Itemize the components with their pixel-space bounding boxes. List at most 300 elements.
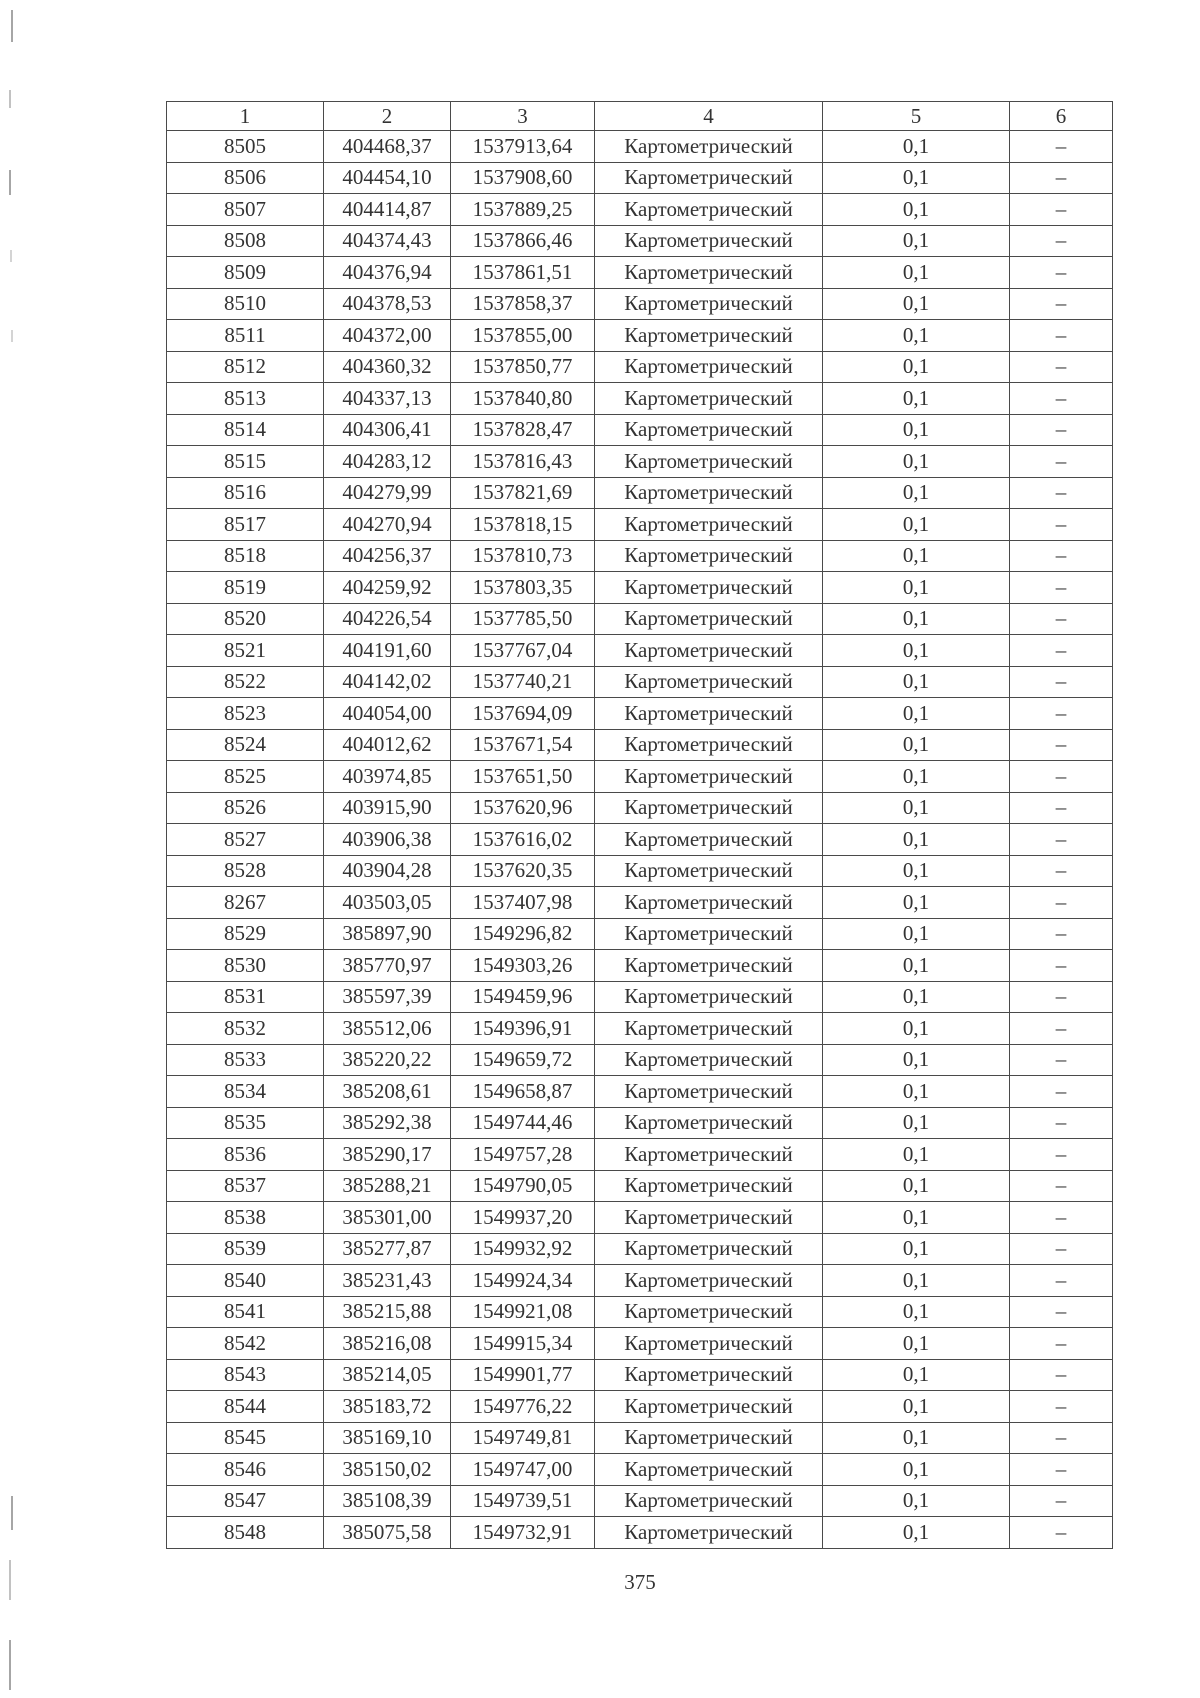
x-coordinate-cell: 404337,13 — [324, 383, 451, 415]
table-row — [167, 1454, 1113, 1486]
accuracy-cell: 0,1 — [823, 1265, 1010, 1297]
x-coordinate-cell: 385597,39 — [324, 981, 451, 1013]
method-cell: Картометрический — [595, 1265, 823, 1297]
y-coordinate-cell: 1549744,46 — [451, 1107, 595, 1139]
accuracy-cell: 0,1 — [823, 225, 1010, 257]
accuracy-cell: 0,1 — [823, 509, 1010, 541]
y-coordinate-cell: 1549921,08 — [451, 1296, 595, 1328]
x-coordinate-cell: 404259,92 — [324, 572, 451, 604]
x-coordinate-cell: 385108,39 — [324, 1485, 451, 1517]
table-row — [167, 1107, 1113, 1139]
description-cell: – — [1010, 950, 1113, 982]
y-coordinate-cell: 1549937,20 — [451, 1202, 595, 1234]
y-coordinate-cell: 1537671,54 — [451, 729, 595, 761]
description-cell: – — [1010, 162, 1113, 194]
accuracy-cell: 0,1 — [823, 1139, 1010, 1171]
accuracy-cell: 0,1 — [823, 950, 1010, 982]
accuracy-cell: 0,1 — [823, 257, 1010, 289]
x-coordinate-cell: 404374,43 — [324, 225, 451, 257]
accuracy-cell: 0,1 — [823, 414, 1010, 446]
method-cell: Картометрический — [595, 1013, 823, 1045]
x-coordinate-cell: 404306,41 — [324, 414, 451, 446]
description-cell: – — [1010, 918, 1113, 950]
point-number-cell: 8536 — [167, 1139, 324, 1171]
point-number-cell: 8267 — [167, 887, 324, 919]
accuracy-cell: 0,1 — [823, 540, 1010, 572]
coordinates-table — [166, 101, 1113, 1549]
table-row — [167, 635, 1113, 667]
accuracy-cell: 0,1 — [823, 1013, 1010, 1045]
method-cell: Картометрический — [595, 729, 823, 761]
y-coordinate-cell: 1537889,25 — [451, 194, 595, 226]
accuracy-cell: 0,1 — [823, 698, 1010, 730]
accuracy-cell: 0,1 — [823, 477, 1010, 509]
method-cell: Картометрический — [595, 194, 823, 226]
description-cell: – — [1010, 1233, 1113, 1265]
point-number-cell: 8520 — [167, 603, 324, 635]
point-number-cell: 8537 — [167, 1170, 324, 1202]
x-coordinate-cell: 404376,94 — [324, 257, 451, 289]
point-number-cell: 8527 — [167, 824, 324, 856]
table-row — [167, 1170, 1113, 1202]
table-row — [167, 1013, 1113, 1045]
accuracy-cell: 0,1 — [823, 383, 1010, 415]
description-cell: – — [1010, 887, 1113, 919]
table-row — [167, 257, 1113, 289]
description-cell: – — [1010, 414, 1113, 446]
x-coordinate-cell: 404270,94 — [324, 509, 451, 541]
table-row — [167, 698, 1113, 730]
x-coordinate-cell: 404414,87 — [324, 194, 451, 226]
point-number-cell: 8531 — [167, 981, 324, 1013]
y-coordinate-cell: 1537821,69 — [451, 477, 595, 509]
y-coordinate-cell: 1537407,98 — [451, 887, 595, 919]
y-coordinate-cell: 1549296,82 — [451, 918, 595, 950]
method-cell: Картометрический — [595, 257, 823, 289]
y-coordinate-cell: 1537620,96 — [451, 792, 595, 824]
point-number-cell: 8524 — [167, 729, 324, 761]
table-row — [167, 603, 1113, 635]
description-cell: – — [1010, 572, 1113, 604]
x-coordinate-cell: 385770,97 — [324, 950, 451, 982]
x-coordinate-cell: 385208,61 — [324, 1076, 451, 1108]
description-cell: – — [1010, 1517, 1113, 1549]
x-coordinate-cell: 404283,12 — [324, 446, 451, 478]
accuracy-cell: 0,1 — [823, 1076, 1010, 1108]
table-row — [167, 1139, 1113, 1171]
description-cell: – — [1010, 257, 1113, 289]
x-coordinate-cell: 385288,21 — [324, 1170, 451, 1202]
point-number-cell: 8523 — [167, 698, 324, 730]
accuracy-cell: 0,1 — [823, 761, 1010, 793]
method-cell: Картометрический — [595, 950, 823, 982]
accuracy-cell: 0,1 — [823, 1517, 1010, 1549]
y-coordinate-cell: 1537785,50 — [451, 603, 595, 635]
method-cell: Картометрический — [595, 1391, 823, 1423]
point-number-cell: 8513 — [167, 383, 324, 415]
method-cell: Картометрический — [595, 572, 823, 604]
table-row — [167, 950, 1113, 982]
table-row — [167, 414, 1113, 446]
accuracy-cell: 0,1 — [823, 1107, 1010, 1139]
accuracy-cell: 0,1 — [823, 162, 1010, 194]
description-cell: – — [1010, 635, 1113, 667]
table-row — [167, 572, 1113, 604]
description-cell: – — [1010, 1422, 1113, 1454]
method-cell: Картометрический — [595, 383, 823, 415]
method-cell: Картометрический — [595, 635, 823, 667]
x-coordinate-cell: 404012,62 — [324, 729, 451, 761]
table-row — [167, 855, 1113, 887]
method-cell: Картометрический — [595, 414, 823, 446]
y-coordinate-cell: 1549747,00 — [451, 1454, 595, 1486]
method-cell: Картометрический — [595, 1076, 823, 1108]
y-coordinate-cell: 1537818,15 — [451, 509, 595, 541]
description-cell: – — [1010, 1296, 1113, 1328]
description-cell: – — [1010, 1485, 1113, 1517]
description-cell: – — [1010, 1013, 1113, 1045]
y-coordinate-cell: 1549659,72 — [451, 1044, 595, 1076]
accuracy-cell: 0,1 — [823, 446, 1010, 478]
method-cell: Картометрический — [595, 225, 823, 257]
point-number-cell: 8505 — [167, 131, 324, 163]
y-coordinate-cell: 1537767,04 — [451, 635, 595, 667]
description-cell: – — [1010, 1328, 1113, 1360]
point-number-cell: 8539 — [167, 1233, 324, 1265]
y-coordinate-cell: 1537651,50 — [451, 761, 595, 793]
method-cell: Картометрический — [595, 855, 823, 887]
x-coordinate-cell: 385150,02 — [324, 1454, 451, 1486]
method-cell: Картометрический — [595, 666, 823, 698]
y-coordinate-cell: 1549757,28 — [451, 1139, 595, 1171]
point-number-cell: 8521 — [167, 635, 324, 667]
description-cell: – — [1010, 194, 1113, 226]
point-number-cell: 8508 — [167, 225, 324, 257]
description-cell: – — [1010, 603, 1113, 635]
x-coordinate-cell: 404378,53 — [324, 288, 451, 320]
accuracy-cell: 0,1 — [823, 729, 1010, 761]
point-number-cell: 8534 — [167, 1076, 324, 1108]
table-row — [167, 1044, 1113, 1076]
point-number-cell: 8540 — [167, 1265, 324, 1297]
table-row — [167, 1076, 1113, 1108]
point-number-cell: 8532 — [167, 1013, 324, 1045]
accuracy-cell: 0,1 — [823, 1233, 1010, 1265]
accuracy-cell: 0,1 — [823, 1485, 1010, 1517]
method-cell: Картометрический — [595, 1296, 823, 1328]
x-coordinate-cell: 404468,37 — [324, 131, 451, 163]
description-cell: – — [1010, 509, 1113, 541]
table-row — [167, 225, 1113, 257]
description-cell: – — [1010, 540, 1113, 572]
description-cell: – — [1010, 824, 1113, 856]
column-header-1: 1 — [167, 102, 324, 131]
scan-edge-marks — [0, 0, 30, 1698]
table-row — [167, 162, 1113, 194]
accuracy-cell: 0,1 — [823, 635, 1010, 667]
method-cell: Картометрический — [595, 288, 823, 320]
method-cell: Картометрический — [595, 1202, 823, 1234]
description-cell: – — [1010, 446, 1113, 478]
method-cell: Картометрический — [595, 162, 823, 194]
x-coordinate-cell: 404054,00 — [324, 698, 451, 730]
description-cell: – — [1010, 225, 1113, 257]
accuracy-cell: 0,1 — [823, 1044, 1010, 1076]
table-row — [167, 1265, 1113, 1297]
point-number-cell: 8525 — [167, 761, 324, 793]
x-coordinate-cell: 385183,72 — [324, 1391, 451, 1423]
table-row — [167, 729, 1113, 761]
point-number-cell: 8507 — [167, 194, 324, 226]
accuracy-cell: 0,1 — [823, 320, 1010, 352]
accuracy-cell: 0,1 — [823, 981, 1010, 1013]
point-number-cell: 8544 — [167, 1391, 324, 1423]
y-coordinate-cell: 1549915,34 — [451, 1328, 595, 1360]
method-cell: Картометрический — [595, 320, 823, 352]
method-cell: Картометрический — [595, 792, 823, 824]
table-row — [167, 446, 1113, 478]
point-number-cell: 8535 — [167, 1107, 324, 1139]
point-number-cell: 8530 — [167, 950, 324, 982]
description-cell: – — [1010, 477, 1113, 509]
method-cell: Картометрический — [595, 1233, 823, 1265]
table-row — [167, 1391, 1113, 1423]
table-row — [167, 288, 1113, 320]
x-coordinate-cell: 385290,17 — [324, 1139, 451, 1171]
x-coordinate-cell: 403974,85 — [324, 761, 451, 793]
description-cell: – — [1010, 131, 1113, 163]
table-row — [167, 1517, 1113, 1549]
point-number-cell: 8538 — [167, 1202, 324, 1234]
accuracy-cell: 0,1 — [823, 1359, 1010, 1391]
point-number-cell: 8543 — [167, 1359, 324, 1391]
x-coordinate-cell: 385897,90 — [324, 918, 451, 950]
x-coordinate-cell: 385220,22 — [324, 1044, 451, 1076]
table-row — [167, 918, 1113, 950]
y-coordinate-cell: 1549303,26 — [451, 950, 595, 982]
method-cell: Картометрический — [595, 981, 823, 1013]
point-number-cell: 8512 — [167, 351, 324, 383]
accuracy-cell: 0,1 — [823, 855, 1010, 887]
method-cell: Картометрический — [595, 1422, 823, 1454]
description-cell: – — [1010, 383, 1113, 415]
table-row — [167, 1296, 1113, 1328]
accuracy-cell: 0,1 — [823, 666, 1010, 698]
y-coordinate-cell: 1537861,51 — [451, 257, 595, 289]
table-row — [167, 1359, 1113, 1391]
point-number-cell: 8514 — [167, 414, 324, 446]
x-coordinate-cell: 385292,38 — [324, 1107, 451, 1139]
y-coordinate-cell: 1537616,02 — [451, 824, 595, 856]
description-cell: – — [1010, 1139, 1113, 1171]
column-header-3: 3 — [451, 102, 595, 131]
page-number: 375 — [624, 1570, 656, 1594]
column-header-2: 2 — [324, 102, 451, 131]
description-cell: – — [1010, 320, 1113, 352]
table-row — [167, 1485, 1113, 1517]
point-number-cell: 8542 — [167, 1328, 324, 1360]
y-coordinate-cell: 1537816,43 — [451, 446, 595, 478]
y-coordinate-cell: 1549776,22 — [451, 1391, 595, 1423]
description-cell: – — [1010, 1044, 1113, 1076]
y-coordinate-cell: 1549732,91 — [451, 1517, 595, 1549]
y-coordinate-cell: 1549459,96 — [451, 981, 595, 1013]
method-cell: Картометрический — [595, 131, 823, 163]
method-cell: Картометрический — [595, 1107, 823, 1139]
table-row — [167, 981, 1113, 1013]
x-coordinate-cell: 385512,06 — [324, 1013, 451, 1045]
method-cell: Картометрический — [595, 477, 823, 509]
y-coordinate-cell: 1549739,51 — [451, 1485, 595, 1517]
method-cell: Картометрический — [595, 887, 823, 919]
x-coordinate-cell: 403906,38 — [324, 824, 451, 856]
method-cell: Картометрический — [595, 1139, 823, 1171]
accuracy-cell: 0,1 — [823, 572, 1010, 604]
column-header-4: 4 — [595, 102, 823, 131]
y-coordinate-cell: 1537858,37 — [451, 288, 595, 320]
x-coordinate-cell: 385214,05 — [324, 1359, 451, 1391]
method-cell: Картометрический — [595, 1170, 823, 1202]
point-number-cell: 8519 — [167, 572, 324, 604]
y-coordinate-cell: 1549932,92 — [451, 1233, 595, 1265]
method-cell: Картометрический — [595, 1454, 823, 1486]
description-cell: – — [1010, 1454, 1113, 1486]
method-cell: Картометрический — [595, 698, 823, 730]
method-cell: Картометрический — [595, 1044, 823, 1076]
y-coordinate-cell: 1549901,77 — [451, 1359, 595, 1391]
table-row — [167, 887, 1113, 919]
point-number-cell: 8547 — [167, 1485, 324, 1517]
table-row — [167, 1328, 1113, 1360]
point-number-cell: 8517 — [167, 509, 324, 541]
method-cell: Картометрический — [595, 1359, 823, 1391]
x-coordinate-cell: 404372,00 — [324, 320, 451, 352]
point-number-cell: 8515 — [167, 446, 324, 478]
table-row — [167, 1202, 1113, 1234]
table-row — [167, 351, 1113, 383]
table-body — [167, 131, 1113, 1549]
point-number-cell: 8506 — [167, 162, 324, 194]
y-coordinate-cell: 1537840,80 — [451, 383, 595, 415]
description-cell: – — [1010, 351, 1113, 383]
accuracy-cell: 0,1 — [823, 824, 1010, 856]
accuracy-cell: 0,1 — [823, 603, 1010, 635]
method-cell: Картометрический — [595, 540, 823, 572]
y-coordinate-cell: 1537913,64 — [451, 131, 595, 163]
point-number-cell: 8526 — [167, 792, 324, 824]
y-coordinate-cell: 1537850,77 — [451, 351, 595, 383]
point-number-cell: 8548 — [167, 1517, 324, 1549]
x-coordinate-cell: 404360,32 — [324, 351, 451, 383]
y-coordinate-cell: 1537866,46 — [451, 225, 595, 257]
method-cell: Картометрический — [595, 824, 823, 856]
table-row — [167, 792, 1113, 824]
description-cell: – — [1010, 1359, 1113, 1391]
point-number-cell: 8541 — [167, 1296, 324, 1328]
x-coordinate-cell: 385216,08 — [324, 1328, 451, 1360]
x-coordinate-cell: 404226,54 — [324, 603, 451, 635]
method-cell: Картометрический — [595, 509, 823, 541]
accuracy-cell: 0,1 — [823, 288, 1010, 320]
y-coordinate-cell: 1537803,35 — [451, 572, 595, 604]
method-cell: Картометрический — [595, 446, 823, 478]
x-coordinate-cell: 385215,88 — [324, 1296, 451, 1328]
y-coordinate-cell: 1537694,09 — [451, 698, 595, 730]
table-row — [167, 761, 1113, 793]
y-coordinate-cell: 1549658,87 — [451, 1076, 595, 1108]
point-number-cell: 8546 — [167, 1454, 324, 1486]
table-row — [167, 383, 1113, 415]
x-coordinate-cell: 404191,60 — [324, 635, 451, 667]
x-coordinate-cell: 403915,90 — [324, 792, 451, 824]
y-coordinate-cell: 1537908,60 — [451, 162, 595, 194]
accuracy-cell: 0,1 — [823, 351, 1010, 383]
table-row — [167, 1233, 1113, 1265]
description-cell: – — [1010, 1107, 1113, 1139]
x-coordinate-cell: 404279,99 — [324, 477, 451, 509]
description-cell: – — [1010, 792, 1113, 824]
description-cell: – — [1010, 1391, 1113, 1423]
point-number-cell: 8529 — [167, 918, 324, 950]
x-coordinate-cell: 385169,10 — [324, 1422, 451, 1454]
accuracy-cell: 0,1 — [823, 1422, 1010, 1454]
x-coordinate-cell: 385231,43 — [324, 1265, 451, 1297]
accuracy-cell: 0,1 — [823, 792, 1010, 824]
method-cell: Картометрический — [595, 918, 823, 950]
description-cell: – — [1010, 698, 1113, 730]
method-cell: Картометрический — [595, 1485, 823, 1517]
table-row — [167, 131, 1113, 163]
description-cell: – — [1010, 666, 1113, 698]
point-number-cell: 8509 — [167, 257, 324, 289]
accuracy-cell: 0,1 — [823, 1391, 1010, 1423]
table-row — [167, 194, 1113, 226]
table-row — [167, 320, 1113, 352]
accuracy-cell: 0,1 — [823, 194, 1010, 226]
x-coordinate-cell: 403904,28 — [324, 855, 451, 887]
point-number-cell: 8545 — [167, 1422, 324, 1454]
x-coordinate-cell: 404142,02 — [324, 666, 451, 698]
description-cell: – — [1010, 1202, 1113, 1234]
point-number-cell: 8522 — [167, 666, 324, 698]
x-coordinate-cell: 385075,58 — [324, 1517, 451, 1549]
description-cell: – — [1010, 1265, 1113, 1297]
accuracy-cell: 0,1 — [823, 1454, 1010, 1486]
description-cell: – — [1010, 1076, 1113, 1108]
y-coordinate-cell: 1549749,81 — [451, 1422, 595, 1454]
table-header-row — [167, 102, 1113, 131]
x-coordinate-cell: 404256,37 — [324, 540, 451, 572]
x-coordinate-cell: 385301,00 — [324, 1202, 451, 1234]
description-cell: – — [1010, 288, 1113, 320]
point-number-cell: 8511 — [167, 320, 324, 352]
x-coordinate-cell: 404454,10 — [324, 162, 451, 194]
accuracy-cell: 0,1 — [823, 887, 1010, 919]
accuracy-cell: 0,1 — [823, 1328, 1010, 1360]
y-coordinate-cell: 1537810,73 — [451, 540, 595, 572]
y-coordinate-cell: 1537855,00 — [451, 320, 595, 352]
accuracy-cell: 0,1 — [823, 131, 1010, 163]
point-number-cell: 8510 — [167, 288, 324, 320]
point-number-cell: 8533 — [167, 1044, 324, 1076]
accuracy-cell: 0,1 — [823, 1170, 1010, 1202]
accuracy-cell: 0,1 — [823, 918, 1010, 950]
point-number-cell: 8518 — [167, 540, 324, 572]
table-row — [167, 824, 1113, 856]
method-cell: Картометрический — [595, 351, 823, 383]
y-coordinate-cell: 1549790,05 — [451, 1170, 595, 1202]
table-row — [167, 509, 1113, 541]
